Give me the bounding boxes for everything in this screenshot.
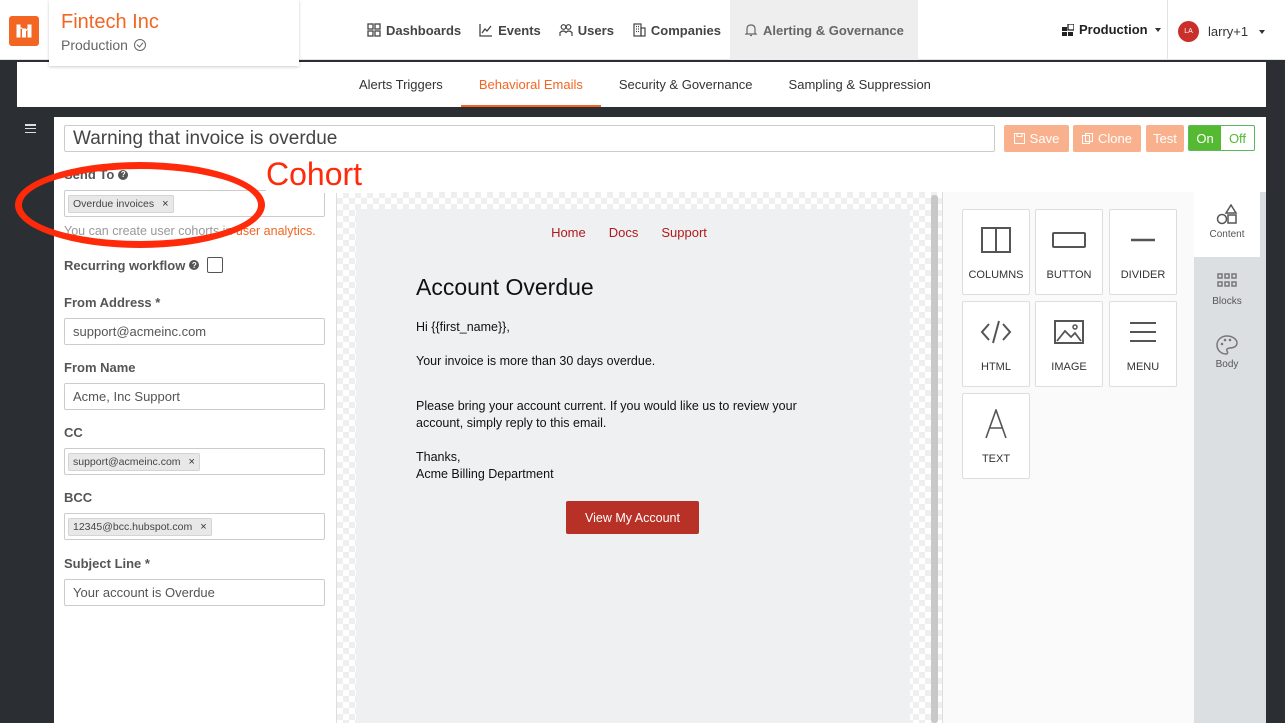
button-icon	[1052, 225, 1086, 255]
workflow-title-input[interactable]: Warning that invoice is overdue	[64, 125, 995, 152]
help-icon[interactable]: ?	[118, 170, 128, 180]
environment-icon	[1062, 24, 1074, 36]
nav-companies-label: Companies	[650, 22, 721, 38]
cc-field[interactable]	[64, 448, 325, 475]
chevron-down-icon	[1259, 30, 1265, 34]
divider-icon	[1126, 225, 1160, 255]
building-icon	[632, 23, 646, 37]
test-button[interactable]: Test	[1146, 125, 1184, 152]
email-menu-home[interactable]: Home	[551, 225, 586, 240]
remove-tag-icon[interactable]: ×	[200, 520, 207, 533]
nav-alerting-label: Alerting & Governance	[763, 22, 904, 38]
recurring-workflow-label	[64, 257, 223, 273]
cohort-hint-text: You can create user cohorts in	[64, 224, 236, 238]
user-menu[interactable]	[1178, 21, 1265, 42]
remove-tag-icon[interactable]: ×	[188, 455, 195, 468]
menu-icon	[1126, 317, 1160, 347]
tab-sampling-suppression[interactable]: Sampling & Suppression	[788, 77, 931, 92]
text-icon	[979, 409, 1013, 439]
save-icon	[1014, 133, 1025, 144]
tool-divider-label: DIVIDER	[1120, 269, 1166, 281]
navbar-divider	[1167, 0, 1168, 60]
email-menu-docs[interactable]: Docs	[608, 225, 639, 240]
check-circle-icon	[134, 39, 146, 51]
annotation-ellipse	[15, 162, 265, 248]
nav-events-label: Events	[498, 22, 541, 38]
from-name-label: From Name	[64, 360, 136, 375]
tool-columns-label: COLUMNS	[968, 269, 1024, 281]
grid-icon	[1215, 271, 1239, 293]
tool-html[interactable]	[962, 301, 1030, 387]
image-icon	[1052, 317, 1086, 347]
cc-label: CC	[64, 425, 83, 440]
subject-line-field[interactable]: Your account is Overdue	[64, 579, 325, 606]
email-line-1[interactable]: Your invoice is more than 30 days overdue.	[416, 354, 656, 368]
content-tools-panel	[942, 192, 1194, 723]
bcc-tag-label: 12345@bcc.hubspot.com	[73, 520, 193, 533]
send-to-label-text: Send To	[64, 167, 115, 182]
shapes-icon	[1215, 204, 1239, 226]
nav-events[interactable]	[470, 0, 550, 60]
from-address-label: From Address *	[64, 295, 161, 310]
hamburger-menu-icon[interactable]	[25, 124, 36, 133]
from-name-field[interactable]: Acme, Inc Support	[64, 383, 325, 410]
app-logo-icon[interactable]	[9, 16, 39, 46]
project-switcher[interactable]	[49, 0, 299, 66]
nav-users-label: Users	[577, 22, 614, 38]
tool-divider[interactable]	[1109, 209, 1177, 295]
user-analytics-link[interactable]: user analytics.	[235, 224, 316, 238]
tool-menu[interactable]	[1109, 301, 1177, 387]
clone-button[interactable]	[1073, 125, 1141, 152]
side-tab-blocks-label: Blocks	[1212, 296, 1242, 307]
side-tab-body-label: Body	[1215, 359, 1239, 370]
toggle-on[interactable]: On	[1189, 126, 1221, 150]
columns-icon	[979, 225, 1013, 255]
dashboard-icon	[367, 23, 381, 37]
environment-label: Production	[1079, 22, 1148, 37]
nav-dashboards-label: Dashboards	[386, 22, 462, 38]
clone-button-label: Clone	[1098, 131, 1132, 146]
tool-image[interactable]	[1035, 301, 1103, 387]
email-signature[interactable]: Acme Billing Department	[416, 467, 554, 481]
code-icon	[979, 317, 1013, 347]
side-tab-content[interactable]	[1194, 192, 1260, 257]
subject-line-label: Subject Line *	[64, 556, 150, 571]
remove-tag-icon[interactable]: ×	[162, 197, 169, 210]
bell-icon	[744, 23, 758, 37]
users-icon	[559, 23, 573, 37]
tool-image-label: IMAGE	[1051, 361, 1087, 373]
email-menu	[356, 225, 910, 240]
email-greeting[interactable]: Hi {{first_name}},	[416, 320, 510, 334]
bcc-tag	[68, 518, 212, 536]
email-thanks[interactable]: Thanks,	[416, 450, 461, 464]
cc-tag-label: support@acmeinc.com	[73, 455, 181, 468]
nav-dashboards[interactable]	[358, 0, 470, 60]
annotation-label: Cohort	[266, 156, 402, 193]
recurring-workflow-label-text: Recurring workflow	[64, 257, 186, 273]
top-navbar	[0, 0, 1285, 60]
chevron-down-icon	[1155, 28, 1161, 32]
nav-alerting-governance[interactable]	[730, 0, 918, 60]
toggle-off[interactable]: Off	[1228, 130, 1247, 146]
save-button-label: Save	[1029, 131, 1060, 146]
email-preview[interactable]	[356, 209, 910, 723]
bcc-field[interactable]	[64, 513, 325, 540]
recurring-workflow-checkbox[interactable]	[207, 257, 223, 273]
canvas-scrollbar[interactable]	[931, 195, 938, 723]
help-icon[interactable]: ?	[189, 260, 199, 270]
cohort-tag-label: Overdue invoices	[73, 197, 155, 210]
side-tab-content-label: Content	[1209, 229, 1245, 240]
email-heading[interactable]: Account Overdue	[416, 274, 594, 300]
tool-columns[interactable]	[962, 209, 1030, 295]
avatar: LA	[1178, 21, 1199, 42]
from-address-field[interactable]: support@acmeinc.com	[64, 318, 325, 345]
project-name: Fintech Inc	[61, 11, 159, 33]
tool-html-label: HTML	[981, 361, 1011, 373]
tool-text-label: TEXT	[981, 453, 1011, 465]
main-nav	[358, 0, 918, 60]
view-account-button[interactable]: View My Account	[566, 501, 699, 534]
panel-edge	[1260, 192, 1266, 723]
chart-icon	[479, 23, 493, 37]
nav-users[interactable]	[550, 0, 623, 60]
tab-alerts-triggers[interactable]: Alerts Triggers	[359, 77, 443, 92]
nav-companies[interactable]	[623, 0, 730, 60]
save-button[interactable]	[1004, 125, 1069, 152]
tab-behavioral-emails[interactable]: Behavioral Emails	[461, 62, 601, 107]
user-name: larry+1	[1208, 24, 1249, 39]
palette-icon	[1215, 334, 1239, 356]
bcc-label: BCC	[64, 490, 93, 505]
tool-menu-label: MENU	[1126, 361, 1160, 373]
tool-button-label: BUTTON	[1046, 269, 1092, 281]
tab-security-governance[interactable]: Security & Governance	[618, 77, 753, 92]
email-line-2[interactable]: Please bring your account current. If you would like us to review your account, simply reply to this email.	[416, 399, 797, 430]
email-menu-support[interactable]: Support	[661, 225, 707, 240]
cc-tag	[68, 453, 200, 471]
tool-button[interactable]	[1035, 209, 1103, 295]
tool-text[interactable]	[962, 393, 1030, 479]
environment-dropdown[interactable]	[1062, 22, 1161, 37]
side-tab-body[interactable]	[1194, 334, 1260, 370]
project-env-label: Production	[61, 37, 128, 53]
sub-navbar	[17, 62, 1266, 107]
project-env	[61, 37, 146, 53]
editor-side-tabs	[1194, 192, 1260, 723]
side-tab-blocks[interactable]	[1194, 271, 1260, 307]
enable-toggle[interactable]	[1188, 125, 1255, 151]
copy-icon	[1082, 133, 1093, 144]
